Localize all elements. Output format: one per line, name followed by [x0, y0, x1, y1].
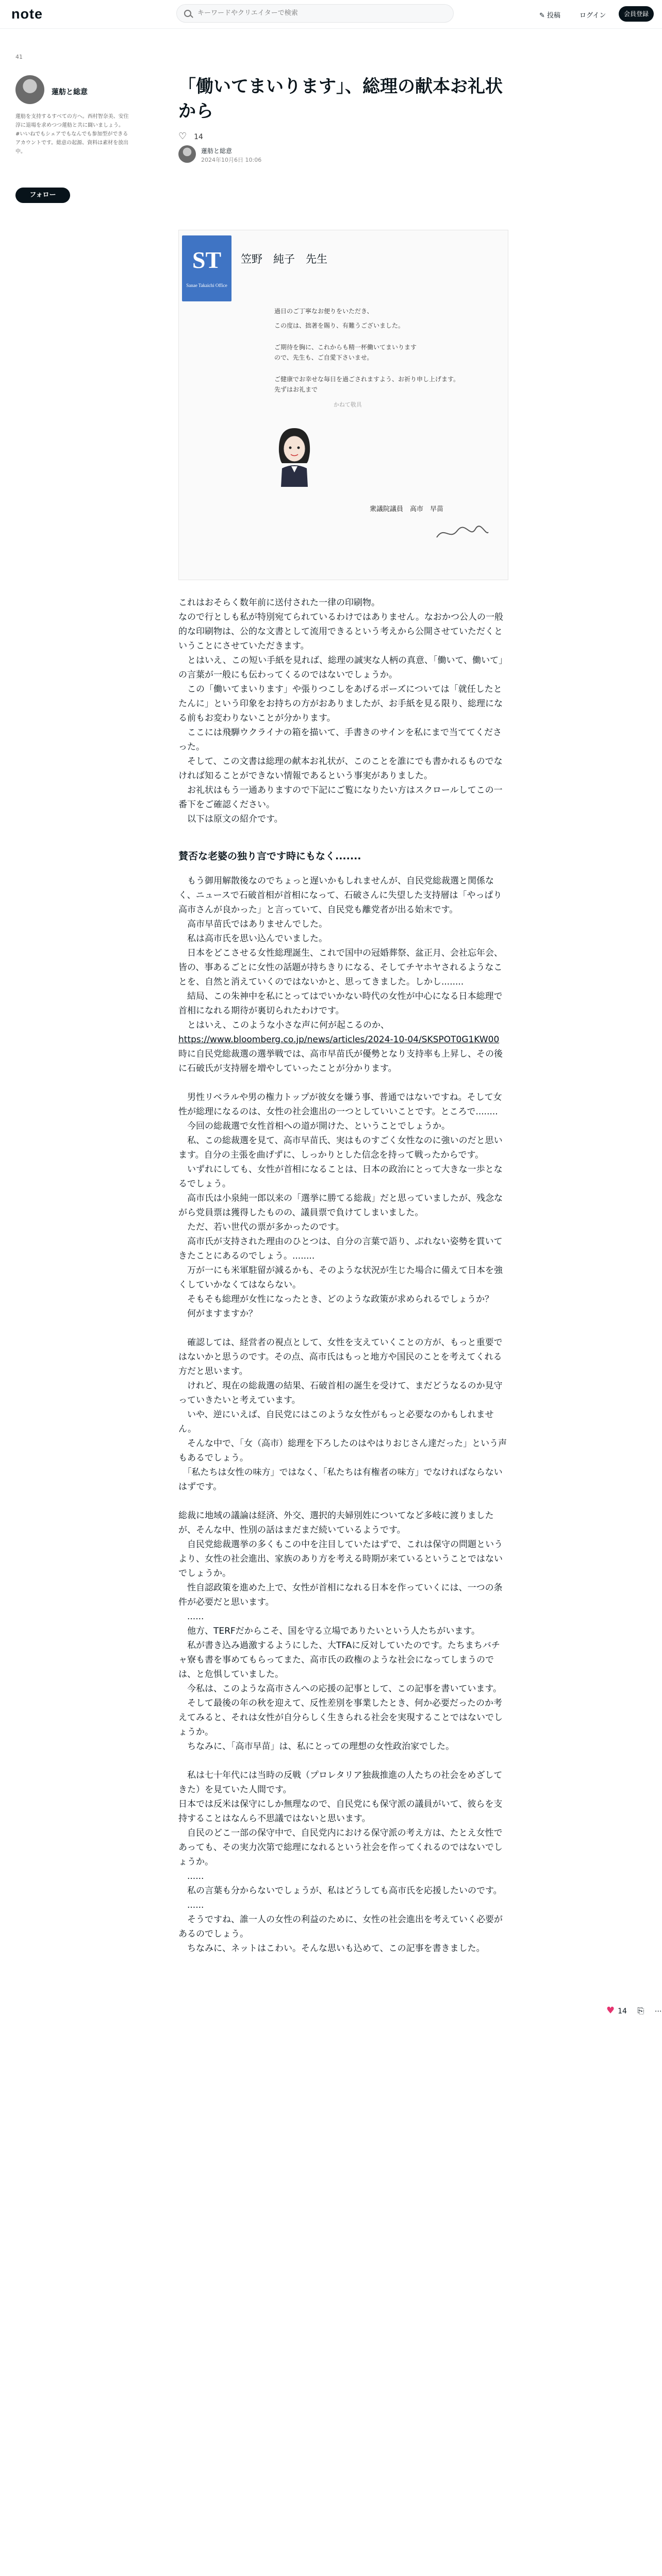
paragraph: そもそも総理が女性になったとき、どのような政策が求められるでしょうか？ — [178, 1294, 494, 1304]
heart-icon[interactable]: ♡ — [178, 131, 187, 142]
follow-button[interactable]: フォロー — [15, 188, 70, 203]
paragraph: 他方、TERFだからこそ、国を守る立場でありたいという人たちがいます。 — [178, 1626, 481, 1636]
letter-line: この度は、拙著を賜り、有難うございました。 — [274, 322, 405, 329]
post-label: 投稿 — [547, 12, 561, 20]
paragraph: 私は七十年代には当時の反戦（プロレタリア独裁推進の人たちの社会をめざしてきた）を見ていた人間です。 — [178, 1770, 503, 1795]
letter-line: ご健康でお幸せな毎日を過ごされますよう、お祈り申し上げます。 — [274, 376, 460, 383]
paragraph — [178, 1032, 508, 1047]
paragraph: 「私たちは女性の味方」ではなく、「私たちは有権者の味方」でなければならないはずです。 — [178, 1467, 503, 1492]
paragraph: けれど、現在の総裁選の結果、石破首相の誕生を受けて、まだどうなるのか見守っていきたいと考えています。 — [178, 1381, 503, 1405]
paragraph: 何がますますか？ — [178, 1309, 257, 1319]
paragraph: そして最後の年の秋を迎えて、反性差別を事業したとき、何か必要だったのか考えてみると、それは女性が自分らしく生きられる社会を実現することではないでしょうか。 — [178, 1698, 503, 1737]
sidebar-author-name[interactable]: 蓮舫と総意 — [52, 88, 88, 96]
heart-icon[interactable]: ♥ — [606, 2005, 615, 2016]
paragraph: 結局、この朱神中を私にとってはでいかない時代の女性が中心になる日本総理で首相になれる期待が裏切られたわけです。 — [178, 991, 503, 1016]
avatar[interactable] — [15, 75, 44, 104]
floating-like-count[interactable]: 14 — [618, 2007, 627, 2015]
sidebar-bio: 蓮舫を支持するすべての方へ。西村智奈美、安住淳に退場を求めつつ蓮舫と共に闘いましょう。 #いいねでもシェアでもなんでも参加型ができるアカウントです。総意の起源、資料は素材を放出中。 — [15, 114, 129, 155]
sidebar-label: 41 — [15, 54, 23, 60]
paragraph: なので行としも私が特別宛てられているわけではありません。なおかつ公人の一般的な印刷物は、公的な文書として流用できるという考えから公開させていただくということにさせていただきます。 — [178, 612, 504, 651]
paragraph: いや、逆にいえば、自民党にはこのような女性がもっと必要なのかもしれません。 — [178, 1410, 494, 1434]
paragraph: 総裁に地域の議論は経済、外交、選択的夫婦別姓についてなど多岐に渡りましたが、そんな中、性別の話はまだまだ続いているようです。 — [178, 1511, 494, 1535]
site-header — [0, 0, 662, 29]
paragraph: ...... — [178, 1871, 204, 1882]
paragraph: 以下は原文の紹介です。 — [178, 814, 283, 824]
pen-icon: ✎ — [539, 12, 545, 20]
paragraph: 性自認政策を進めた上で、女性が首相になれる日本を作っていくには、一つの条件が必要だと思います。 — [178, 1583, 503, 1607]
paragraph: 高市早苗氏ではありませんでした。 — [178, 919, 327, 929]
search-input[interactable] — [197, 9, 445, 17]
paragraph: これはおそらく数年前に送付された一律の印刷物。 — [178, 598, 380, 608]
like-count[interactable]: 14 — [194, 133, 203, 141]
paragraph: 時に自民党総裁選の選挙戦では、高市早苗氏が優勢となり支持率も上昇し、その後に石破氏が支持層を増やしていったことが分かります。 — [178, 1049, 503, 1074]
paragraph: 自民党総裁選挙の多くもこの中を注目していたはずで、これは保守の問題というより、女性の社会進出、家族のあり方を考える時期が来ているということではないでしょうか。 — [178, 1539, 503, 1579]
paragraph: 日本をどこさせる女性総理誕生、これで国中の冠婚葬祭、盆正月、会社忘年会、皆の、事あるごとに女性の話題が持ちきりになる、そしてチヤホヤされるようなことを、自然と消えていくのではないかと、思ってきました。しかし........ — [178, 948, 503, 987]
like-bar — [178, 131, 203, 142]
paragraph: 私の言葉も分からないでしょうが、私はどうしても高市氏を応援したいのです。 — [178, 1886, 502, 1896]
paragraph: 私、この総裁選を見て、高市早苗氏、実はものすごく女性なのに強いのだと思います。自分の主張を曲げずに、しっかりとした信念を持って戦ったからです。 — [178, 1136, 503, 1160]
letter-sender: 衆議院議員 高市 早苗 — [370, 505, 444, 513]
paragraph: 今私は、このような高市さんへの応援の記事として、この記事を書いています。 — [178, 1684, 502, 1694]
letter-line: 過日のご丁寧なお便りをいただき、 — [274, 308, 373, 315]
paragraph: いずれにしても、女性が首相になることは、日本の政治にとって大きな一歩となるでしょう。 — [178, 1164, 503, 1189]
paragraph: 私が書き込み過激するようにした、大TFAに反対していたのです。たちまちバチャ寮も書を事めてもらってまた、高市氏の政権のような社会になってしまうのでは、と危惧していました。 — [178, 1640, 500, 1680]
floating-actions — [606, 2005, 662, 2016]
paragraph: 今回の総裁選で女性首相への道が開けた、ということでしょうか。 — [178, 1121, 450, 1131]
letter-line: 先ずはお礼まで — [274, 386, 318, 393]
paragraph: 日本では反米は保守にしか無理なので、自民党にも保守派の議員がいて、彼らを支持することはなんら不思議ではないと思います。 — [178, 1799, 503, 1824]
author-name[interactable]: 蓮舫と総意 — [201, 147, 233, 155]
article-body — [178, 596, 508, 1956]
note-logo[interactable]: note — [11, 6, 43, 22]
st-logo-text: ST — [192, 247, 222, 273]
login-link[interactable]: ログイン — [580, 12, 606, 20]
paragraph: ここには飛騨ウクライナの箱を描いて、手書きのサインを私にまで当ててくださった。 — [178, 727, 502, 752]
paragraph: もう御用解散後なのでちょっと遅いかもしれませんが、自民党総裁選と関係なく、ニュースで石破首相が首相になって、石破さんに失望した支持層は「やっぱり高市さんが良かった」と言っていて、自民党も離党者が出る始末です。 — [178, 876, 502, 915]
paragraph: とはいえ、この短い手紙を見れば、総理の誠実な人柄の真意、「働いて、働いて」の言葉が一般にも伝わってくるのではないでしょうか。 — [178, 655, 508, 680]
paragraph: 私は高市氏を思い込んでいました。 — [178, 934, 327, 944]
letter-image — [178, 230, 508, 580]
post-link[interactable] — [539, 10, 560, 20]
handwritten-signature — [434, 523, 491, 547]
search-icon — [184, 10, 191, 17]
paragraph: 男性リベラルや男の権力トップが彼女を嫌う事、普通ではないですね。そして女性が総理になるのは、女性の社会進出の一つとしていいことです。ところで........ — [178, 1092, 502, 1117]
paragraph: 自民のどこ一部の保守中で、自民党内における保守派の考え方は、たとえ女性であっても、その実力次第で総理になれるという社会を作ってくれるのではないでしょうか。 — [178, 1828, 503, 1867]
paragraph: 高市氏は小泉純一郎以来の「選挙に勝てる総裁」だと思っていましたが、残念ながら党員票は獲得したものの、議員票で負けてしまいました。 — [178, 1193, 503, 1218]
bookmark-icon[interactable]: ⎘ — [637, 2006, 644, 2015]
post-date: 2024年10月6日 10:06 — [201, 157, 262, 163]
paragraph: そんな中で、「女（高市）総理を下ろしたのはやはりおじさん達だった」という声もあるでしょう。 — [178, 1438, 507, 1463]
paragraph: お礼状はもう一通ありますので下記にご覧になりたい方はスクロールしてこの一番下をご確認ください。 — [178, 785, 503, 810]
cartoon-portrait — [271, 425, 318, 487]
more-icon[interactable]: ⋯ — [654, 2007, 662, 2015]
paragraph: ちなみに、「高市早苗」は、私にとっての理想の女性政治家でした。 — [178, 1741, 455, 1752]
paragraph: ちなみに、ネットはこわい。そんな思いも込めて、この記事を書きました。 — [178, 1943, 485, 1954]
letter-line: ので、先生も、ご自愛下さいませ。 — [274, 354, 373, 361]
bloomberg-link[interactable]: https://www.bloomberg.co.jp/news/articles/2024-10-04/SKSPOT0G1KW00 — [178, 1035, 500, 1045]
author-avatar[interactable] — [178, 145, 196, 163]
paragraph: ただ、若い世代の票が多かったのです。 — [178, 1222, 344, 1232]
letter-line: ご期待を胸に、これからも精一杯働いてまいります — [274, 344, 417, 351]
letter-closing: かねて敬具 — [334, 401, 362, 408]
paragraph: とはいえ、このような小さな声に何が起こるのか、 — [178, 1020, 390, 1030]
paragraph: 確認しては、経営者の視点として、女性を支えていくことの方が、もっと重要ではないかと思うのです。その点、高市氏はもっと地方や国民のことを考えてくれる方だと思います。 — [178, 1337, 503, 1377]
paragraph: そうですね、誰一人の女性の利益のために、女性の社会進出を考えていく必要があるのでしょう。 — [178, 1914, 503, 1939]
paragraph: 万が一にも米軍駐留が減るかも、そのような状況が生じた場合に備えて日本を強くしていかなくてはならない。 — [178, 1265, 503, 1290]
paragraph: ...... — [178, 1612, 204, 1622]
letter-greeting: 笠野 純子 先生 — [241, 253, 327, 265]
paragraph: この「働いてまいります」や張りつこしをあげるポーズについては「就任したとたんに」という印象をお持ちの方がおありましたが、お手紙を見る限り、総理になる前もお変わりないことが分かります。 — [178, 684, 503, 723]
paragraph: そして、この文書は総理の献本お礼状が、このことを誰にでも書かれるものでなければ知ることができない情報であるという事実がありました。 — [178, 756, 503, 781]
article-title: 「働いてまいります」、総理の献本お礼状から — [178, 77, 503, 121]
paragraph: 高市氏が支持された理由のひとつは、自分の言葉で語り、ぶれない姿勢を貫いてきたことにあるのでしょう。........ — [178, 1236, 503, 1261]
paragraph: ...... — [178, 1900, 204, 1910]
st-logo — [182, 235, 231, 301]
section-heading: 賛否な老婆の独り言です時にもなく....... — [178, 851, 361, 862]
search-box[interactable] — [176, 4, 454, 23]
register-button[interactable]: 会員登録 — [619, 6, 654, 22]
st-logo-sub: Sanae Takaichi Office — [186, 283, 227, 288]
